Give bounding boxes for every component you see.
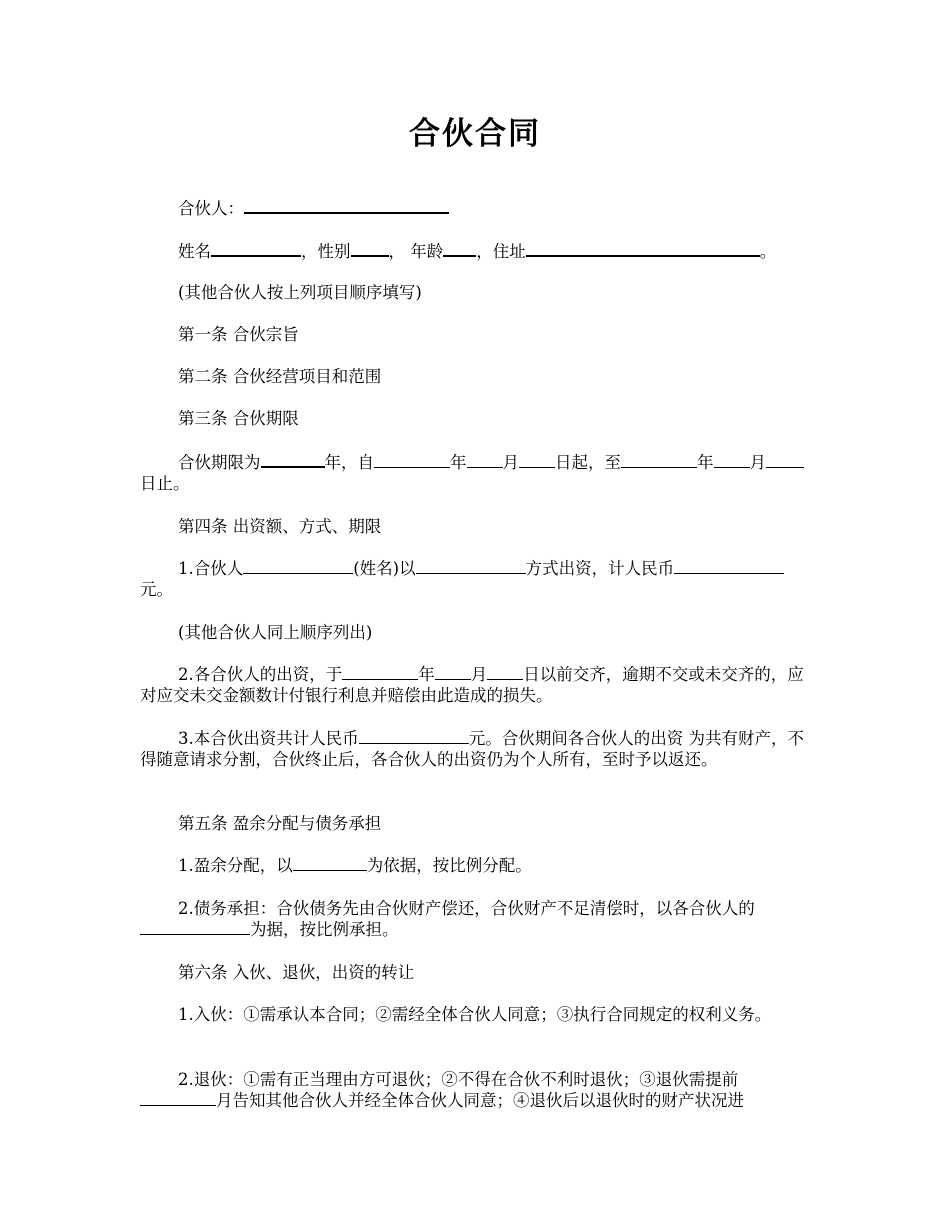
article-2: 第二条 合伙经营项目和范围 bbox=[178, 367, 382, 386]
article-1: 第一条 合伙宗旨 bbox=[178, 325, 299, 344]
contribution-item-1 bbox=[140, 558, 812, 600]
start-month-blank[interactable] bbox=[467, 452, 503, 468]
end-month-blank[interactable] bbox=[714, 452, 750, 468]
total-amount-blank[interactable] bbox=[359, 728, 469, 744]
article-5: 第五条 盈余分配与债务承担 bbox=[178, 814, 382, 833]
note-fill-order: (其他合伙人按上列项目顺序填写) bbox=[178, 283, 422, 302]
profit-basis-blank[interactable] bbox=[293, 855, 367, 871]
address-blank[interactable] bbox=[526, 240, 760, 257]
partner-blank[interactable] bbox=[244, 197, 449, 214]
partner-line bbox=[140, 197, 812, 219]
partner-info-line bbox=[140, 240, 812, 262]
contribution-amount-blank-cont[interactable] bbox=[766, 558, 784, 574]
partner-name-blank[interactable] bbox=[243, 558, 353, 574]
name-label: 姓名 bbox=[178, 242, 211, 261]
debt-basis-blank[interactable] bbox=[140, 919, 250, 935]
term-text: 年 bbox=[697, 453, 714, 472]
item-text: 2.债务承担：合伙债务先由合伙财产偿还，合伙财产不足清偿时，以各合伙人的 bbox=[178, 899, 755, 918]
article-4: 第四条 出资额、方式、期限 bbox=[178, 517, 382, 536]
article-6: 第六条 入伙、退伙，出资的转让 bbox=[178, 963, 415, 982]
item-text: 元。合伙期间各合伙人的出资 为共有财产，不得随意请求分割，合伙终止后，各合伙人的出资仍为个人所有，至时予以返还。 bbox=[140, 729, 804, 769]
contribution-item-3 bbox=[140, 728, 812, 770]
debt-item-2 bbox=[140, 898, 812, 940]
partner-label: 合伙人： bbox=[178, 199, 244, 218]
due-day-blank[interactable] bbox=[487, 664, 523, 680]
item-text: 1.盈余分配，以 bbox=[178, 856, 293, 875]
term-text: 年 bbox=[450, 453, 467, 472]
item-text: 方式出资，计人民币 bbox=[525, 559, 675, 578]
line-end: 。 bbox=[759, 242, 777, 261]
item-text: 年 bbox=[418, 665, 435, 684]
contribution-amount-blank[interactable] bbox=[674, 558, 766, 574]
term-text: 月 bbox=[502, 453, 519, 472]
item-text: 月告知其他合伙人并经全体合伙人同意；④退伙后以退伙时的财产状况进 bbox=[216, 1091, 744, 1110]
withdraw-item-2 bbox=[140, 1069, 812, 1111]
end-day-blank[interactable] bbox=[766, 452, 804, 468]
item-text: 为依据，按比例分配。 bbox=[366, 856, 532, 875]
term-text: 日起，至 bbox=[555, 453, 621, 472]
item-text: 1.合伙人 bbox=[178, 559, 244, 578]
age-blank[interactable] bbox=[443, 240, 476, 257]
start-day-blank[interactable] bbox=[519, 452, 555, 468]
item-text: 为据，按比例承担。 bbox=[250, 920, 399, 939]
due-year-blank[interactable] bbox=[342, 664, 418, 680]
item-text: 月 bbox=[470, 665, 488, 684]
end-year-blank[interactable] bbox=[621, 452, 697, 468]
item-text: 日以前交齐，逾期不交或未交齐的，应对应交未交金额数计付银行利息并赔偿由此造成的损失。 bbox=[140, 665, 804, 705]
profit-item-1 bbox=[140, 855, 812, 876]
start-year-blank[interactable] bbox=[374, 452, 450, 468]
contribution-method-blank[interactable] bbox=[416, 558, 526, 574]
address-label: ，住址 bbox=[476, 242, 526, 261]
article-3: 第三条 合伙期限 bbox=[178, 409, 299, 428]
term-text: 日止。 bbox=[140, 474, 190, 493]
sex-blank[interactable] bbox=[351, 240, 389, 257]
sex-label: ，性别 bbox=[301, 242, 351, 261]
item-text: 元。 bbox=[140, 580, 173, 599]
note-others: (其他合伙人同上顺序列出) bbox=[178, 623, 373, 642]
join-item-1: 1.入伙：①需承认本合同；②需经全体合伙人同意；③执行合同规定的权利义务。 bbox=[178, 1005, 772, 1024]
item-text: (姓名)以 bbox=[353, 559, 416, 578]
age-label: ， 年龄 bbox=[388, 242, 444, 261]
term-text: 月 bbox=[749, 453, 766, 472]
document-title: 合伙合同 bbox=[409, 116, 541, 152]
term-text: 合伙期限为 bbox=[178, 453, 261, 472]
term-paragraph bbox=[140, 451, 812, 494]
item-text: 2.各合伙人的出资，于 bbox=[178, 665, 343, 684]
term-text: 年，自 bbox=[324, 453, 374, 472]
due-month-blank[interactable] bbox=[435, 664, 471, 680]
item-text: 3.本合伙出资共计人民币 bbox=[178, 729, 359, 748]
name-blank[interactable] bbox=[211, 240, 301, 257]
contribution-item-2 bbox=[140, 664, 812, 706]
item-text: 2.退伙：①需有正当理由方可退伙；②不得在合伙不利时退伙；③退伙需提前 bbox=[178, 1070, 739, 1089]
notice-months-blank[interactable] bbox=[140, 1090, 216, 1106]
term-years-blank[interactable] bbox=[261, 451, 325, 468]
